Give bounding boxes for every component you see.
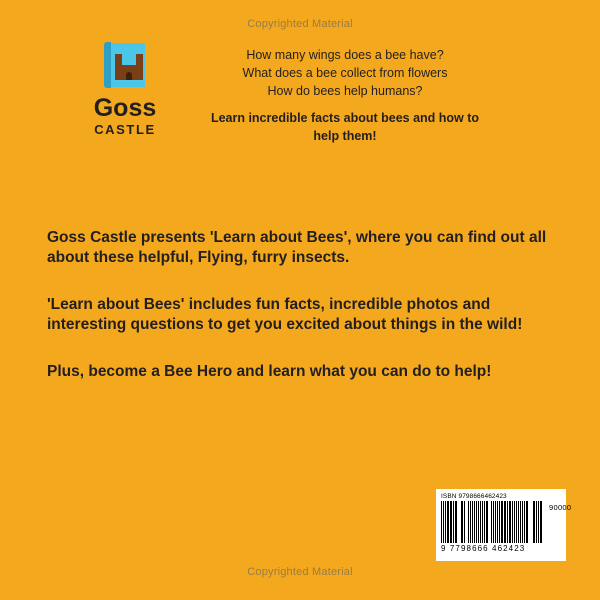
publisher-logo (85, 40, 165, 137)
question-line-3: How do bees help humans? (267, 84, 423, 99)
description-paragraph-2: 'Learn about Bees' includes fun facts, incredible photos and interesting questions to get you excited about things in the wild! (47, 295, 523, 334)
logo-subtitle: CASTLE (94, 122, 156, 138)
isbn-label: ISBN 9798666462423 (441, 493, 507, 500)
description-paragraph-3: Plus, become a Bee Hero and learn what you can do to help! (47, 362, 492, 380)
header-call-to-action: Learn incredible facts about bees and how to help them! (210, 111, 480, 143)
question-line-1: How many wings does a bee have? (246, 48, 444, 62)
question-line-2: What does a bee collect from flowers (242, 66, 448, 81)
barcode-price-code: 90000 (549, 503, 572, 512)
header-questions (210, 46, 480, 145)
description-text (47, 228, 557, 382)
castle-book-icon (102, 40, 148, 90)
copyright-watermark-top: Copyrighted Material (247, 18, 353, 30)
logo-title: Goss (93, 94, 157, 122)
barcode-digits: 9 7798666 462423 (441, 544, 526, 553)
description-paragraph-1: Goss Castle presents 'Learn about Bees', where you can find out all about these helpful, Flying, furry insects. (47, 229, 547, 267)
barcode (436, 489, 572, 561)
copyright-watermark-bottom: Copyrighted Material (247, 566, 353, 578)
barcode-bars (441, 501, 543, 543)
